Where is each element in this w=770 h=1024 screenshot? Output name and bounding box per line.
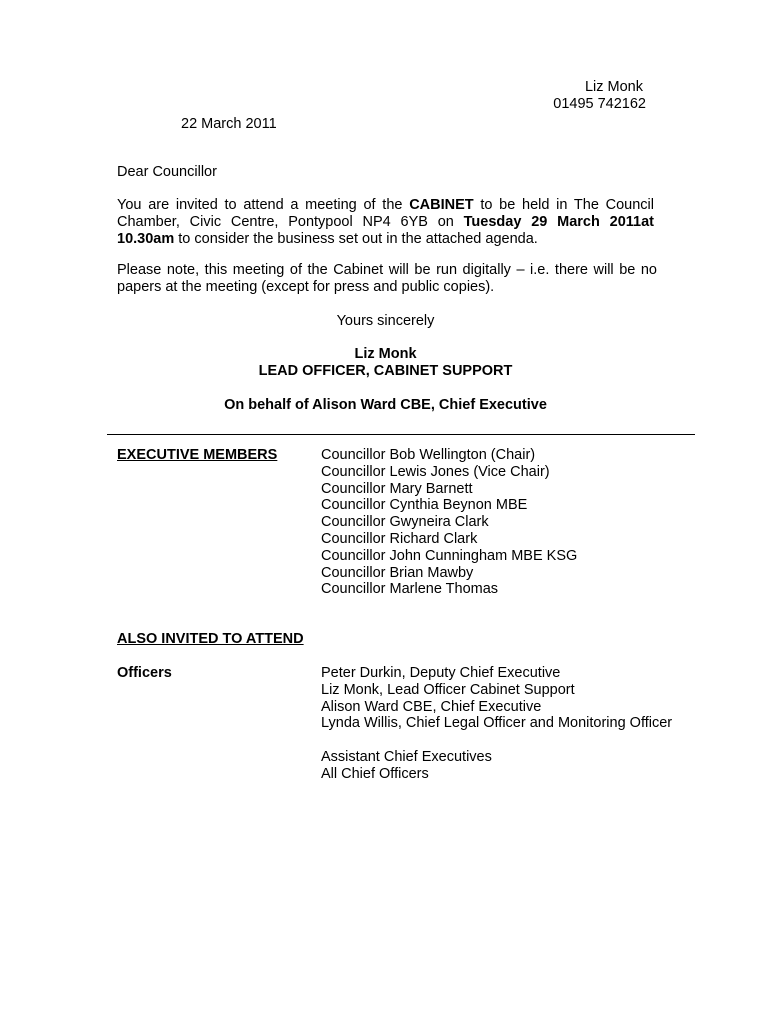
letter-date: 22 March 2011 — [181, 116, 277, 132]
other-attendees-list — [321, 749, 492, 783]
officers-list — [321, 665, 672, 732]
digital-note: Please note, this meeting of the Cabinet will be run digitally – i.e. there will be no papers at the meeting (except for press and public copies). — [117, 262, 657, 295]
invitation-paragraph: You are invited to attend a meeting of the CABINET to be held in The Council Chamber, Civic Centre, Pontypool NP4 6YB on Tuesday 29 March 2011at 10.30am to consider the business set out in the attached agenda. — [117, 197, 654, 247]
officers-label: Officers — [117, 665, 172, 681]
list-item: Liz Monk, Lead Officer Cabinet Support — [321, 681, 575, 698]
list-item: Councillor Bob Wellington (Chair) — [321, 447, 536, 463]
sender-phone: 01495 742162 — [553, 96, 646, 112]
meeting-datetime: Tuesday 29 March 2011at 10.30am — [117, 214, 654, 247]
divider — [107, 434, 695, 435]
also-invited-heading: ALSO INVITED TO ATTEND — [117, 631, 304, 647]
list-item: Alison Ward CBE, Chief Executive — [321, 698, 542, 715]
list-item: Councillor Mary Barnett — [321, 480, 473, 497]
list-item: Lynda Willis, Chief Legal Officer and Monitoring Officer — [321, 715, 673, 732]
list-item: Councillor Lewis Jones (Vice Chair) — [321, 463, 550, 480]
salutation: Dear Councillor — [117, 164, 217, 180]
list-item: Assistant Chief Executives — [321, 749, 492, 765]
executive-members-list — [321, 447, 577, 598]
list-item: All Chief Officers — [321, 765, 429, 782]
list-item: Councillor John Cunningham MBE KSG — [321, 547, 578, 564]
signatory-title: LEAD OFFICER, CABINET SUPPORT — [258, 363, 513, 379]
list-item: Councillor Marlene Thomas — [321, 581, 499, 598]
on-behalf-line: On behalf of Alison Ward CBE, Chief Executive — [224, 397, 547, 413]
cabinet-name: CABINET — [409, 197, 474, 213]
closing: Yours sincerely — [336, 313, 435, 329]
signatory-name: Liz Monk — [354, 346, 417, 362]
executive-members-heading: EXECUTIVE MEMBERS — [117, 447, 278, 463]
sender-name: Liz Monk — [584, 79, 643, 95]
list-item: Peter Durkin, Deputy Chief Executive — [321, 665, 561, 681]
list-item: Councillor Gwyneira Clark — [321, 514, 489, 531]
list-item: Councillor Cynthia Beynon MBE — [321, 497, 528, 514]
list-item: Councillor Brian Mawby — [321, 564, 474, 581]
list-item: Councillor Richard Clark — [321, 530, 478, 547]
